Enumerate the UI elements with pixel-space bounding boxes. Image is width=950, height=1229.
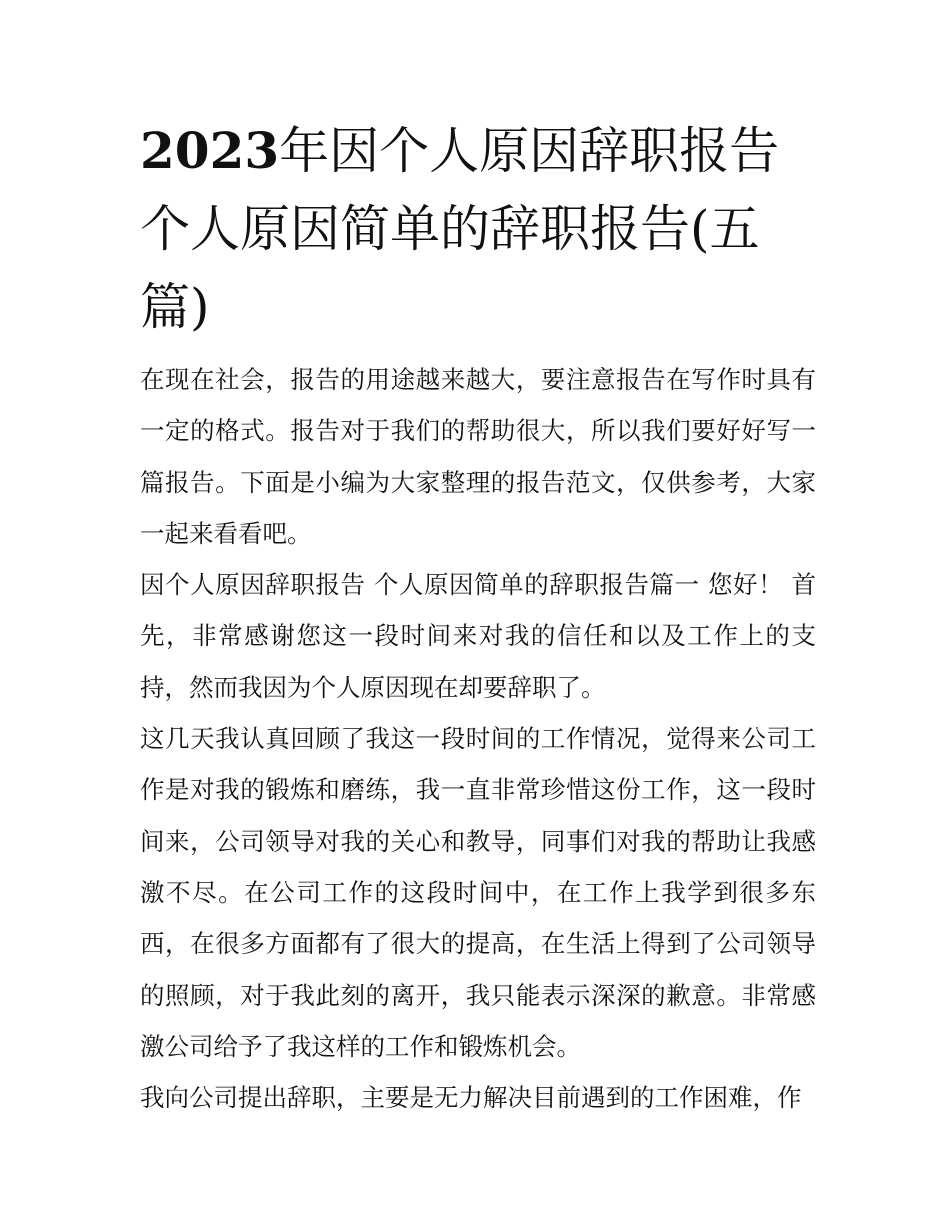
paragraph-intro: 在现在社会，报告的用途越来越大，要注意报告在写作时具有一定的格式。报告对于我们的帮助很大，所以我们要好好写一篇报告。下面是小编为大家整理的报告范文，仅供参考，大家一起来看看吧。	[140, 365, 816, 548]
document-title	[140, 112, 820, 346]
paragraph-greeting: 因个人原因辞职报告 个人原因简单的辞职报告篇一 您好！ 首先，非常感谢您这一段时间来对我的信任和以及工作上的支持，然而我因为个人原因现在却要辞职了。	[140, 570, 816, 702]
title-year: 2023	[140, 121, 280, 180]
paragraph-review: 这几天我认真回顾了我这一段时间的工作情况，觉得来公司工作是对我的锻炼和磨练，我一直非常珍惜这份工作，这一段时间来，公司领导对我的关心和教导，同事们对我的帮助让我感激不尽。在公司工作的这段时间中，在工作上我学到很多东西，在很多方面都有了很大的提高，在生活上得到了公司领导的照顾，对于我此刻的离开，我只能表示深深的歉意。非常感激公司给予了我这样的工作和锻炼机会。	[140, 724, 816, 1061]
paragraph-reason: 我向公司提出辞职，主要是无力解决目前遇到的工作困难，作	[140, 1083, 802, 1113]
title-text: 年因个人原因辞职报告 个人原因简单的辞职报告(五篇)	[140, 122, 780, 336]
document-body	[140, 354, 816, 1123]
